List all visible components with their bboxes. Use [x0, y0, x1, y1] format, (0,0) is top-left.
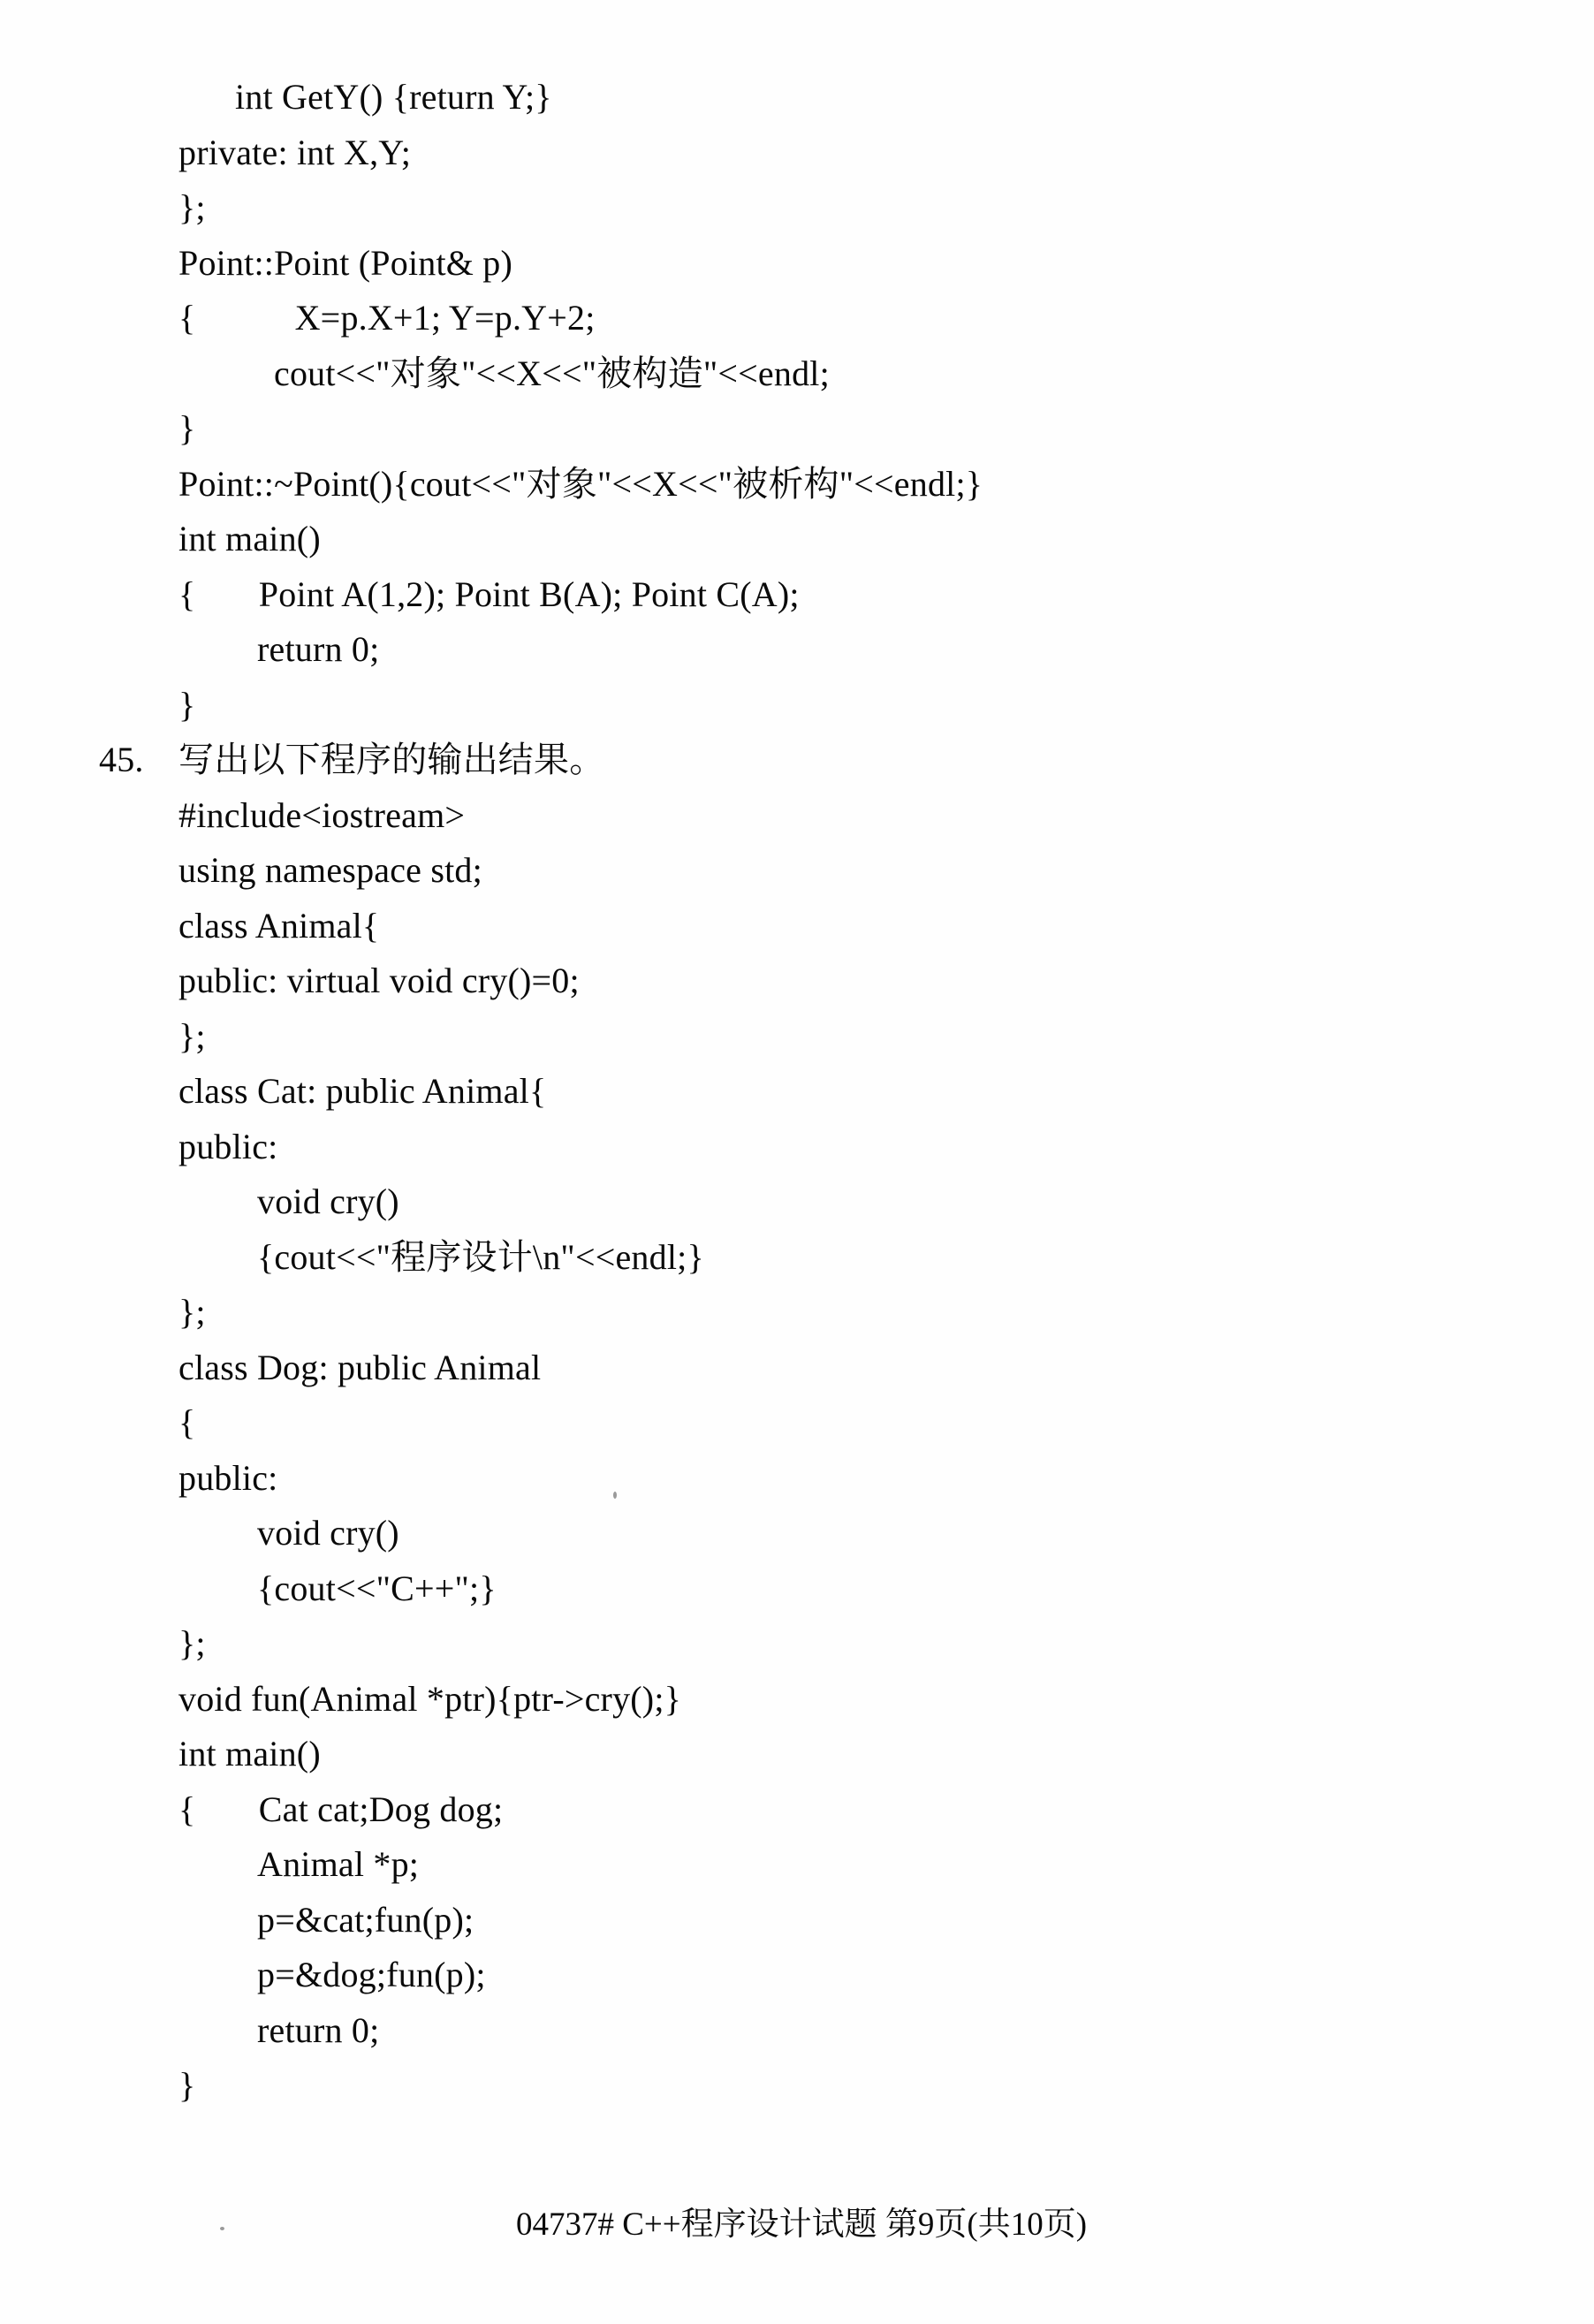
- code-line: [0, 125, 1594, 181]
- code-line-text: {cout<<"程序设计\n"<<endl;}: [257, 1236, 704, 1277]
- code-line: [0, 843, 1594, 899]
- code-line-text: Animal *p;: [257, 1844, 420, 1884]
- code-line-text: class Cat: public Animal{: [178, 1071, 547, 1111]
- page-footer: 04737# C++程序设计试题 第9页(共10页): [516, 2206, 1088, 2243]
- code-line: [0, 1340, 1594, 1396]
- code-line: [0, 1506, 1594, 1561]
- code-line-text: };: [178, 1292, 206, 1332]
- code-line-text: };: [178, 1623, 206, 1663]
- code-line-text: #include<iostream>: [178, 794, 466, 835]
- code-line-text: private: int X,Y;: [178, 132, 412, 172]
- code-line-text: {cout<<"C++";}: [257, 1568, 497, 1608]
- code-line: [0, 1727, 1594, 1782]
- code-line-text: public:: [178, 1126, 278, 1166]
- code-block: [0, 70, 1594, 2114]
- question-line: [0, 733, 1594, 788]
- code-line-text: };: [178, 1015, 206, 1056]
- code-line-text: using namespace std;: [178, 850, 482, 890]
- code-line: [0, 1064, 1594, 1120]
- code-line: [0, 236, 1594, 292]
- code-line: [0, 1009, 1594, 1065]
- code-line: [0, 512, 1594, 567]
- code-line: [0, 180, 1594, 236]
- code-line: [0, 1285, 1594, 1340]
- code-line: [0, 1837, 1594, 1893]
- code-line-text: { X=p.X+1; Y=p.Y+2;: [178, 298, 596, 338]
- code-line: [0, 899, 1594, 954]
- code-line-text: class Animal{: [178, 905, 380, 946]
- code-line: [0, 953, 1594, 1009]
- code-line: [0, 346, 1594, 402]
- code-line-text: public: virtual void cry()=0;: [178, 961, 580, 1000]
- code-line: [0, 1451, 1594, 1507]
- code-line: [0, 70, 1594, 125]
- code-line: [0, 2003, 1594, 2059]
- code-line: [0, 2058, 1594, 2114]
- code-line-text: 写出以下程序的输出结果。: [178, 740, 605, 779]
- code-line-text: int main(): [178, 519, 321, 558]
- code-line-text: p=&dog;fun(p);: [257, 1955, 486, 1994]
- question-number: 45.: [99, 740, 144, 779]
- code-line-text: p=&cat;fun(p);: [257, 1899, 474, 1940]
- code-line-text: int main(): [178, 1734, 321, 1773]
- code-line: [0, 401, 1594, 457]
- code-line-text: void fun(Animal *ptr){ptr->cry();}: [178, 1678, 682, 1719]
- code-line-text: public:: [178, 1457, 278, 1498]
- code-line: [0, 291, 1594, 346]
- code-line-text: cout<<"对象"<<X<<"被构造"<<endl;: [274, 353, 830, 393]
- code-line-text: {: [178, 1402, 196, 1442]
- code-line: [0, 1561, 1594, 1617]
- code-line-text: void cry(): [257, 1513, 399, 1553]
- scan-artifact: [613, 1492, 617, 1499]
- code-line: [0, 1672, 1594, 1728]
- code-line: [0, 1120, 1594, 1175]
- code-line-text: };: [178, 187, 206, 227]
- code-line-text: int GetY() {return Y;}: [235, 77, 552, 117]
- code-line-text: { Cat cat;Dog dog;: [178, 1789, 504, 1829]
- code-line: [0, 622, 1594, 678]
- code-line-text: }: [178, 684, 196, 725]
- code-line-text: Point::~Point(){cout<<"对象"<<X<<"被析构"<<endl;}: [178, 463, 983, 504]
- code-line: [0, 1174, 1594, 1230]
- code-line: [0, 678, 1594, 733]
- code-line-text: return 0;: [257, 629, 380, 669]
- code-line: [0, 1782, 1594, 1838]
- code-line-text: }: [178, 408, 196, 448]
- code-line: [0, 788, 1594, 844]
- code-line-text: return 0;: [257, 2009, 380, 2050]
- code-line: [0, 1948, 1594, 2003]
- scan-artifact: [220, 2227, 224, 2230]
- code-line: [0, 1893, 1594, 1948]
- code-line-text: { Point A(1,2); Point B(A); Point C(A);: [178, 573, 800, 614]
- code-line: [0, 1616, 1594, 1672]
- code-line-text: void cry(): [257, 1181, 399, 1221]
- code-line-text: }: [178, 2065, 196, 2105]
- code-line-text: class Dog: public Animal: [178, 1347, 542, 1387]
- code-line: [0, 567, 1594, 623]
- code-line: [0, 1230, 1594, 1286]
- code-line: [0, 1395, 1594, 1451]
- code-line: [0, 457, 1594, 513]
- code-line-text: Point::Point (Point& p): [178, 242, 512, 283]
